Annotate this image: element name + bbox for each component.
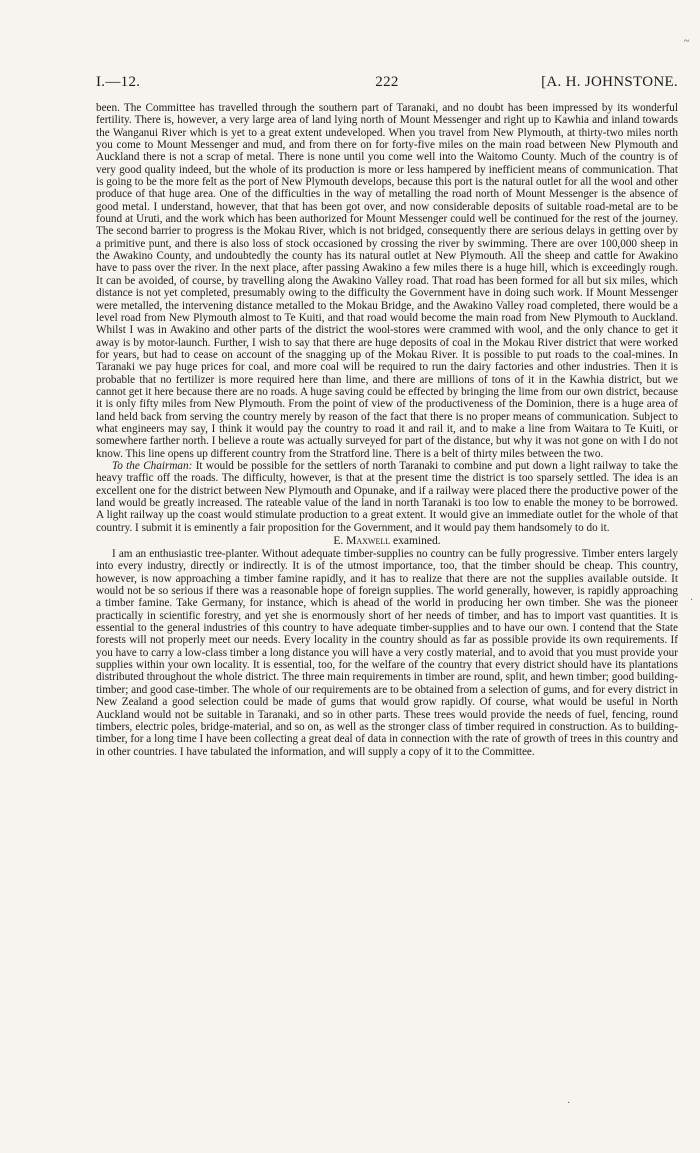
witness-status: examined. bbox=[393, 535, 441, 548]
edge-mark: · bbox=[567, 1098, 571, 1109]
witness-surname: Maxwell bbox=[346, 535, 391, 548]
edge-mark: · bbox=[690, 595, 694, 606]
chairman-answer: It would be possible for the settlers of north Taranaki to combine and put down a light railway to take the heavy traffic off the roads. The difficulty, however, is that at the present time the district is too sparsely settled. The idea is an excellent one for the district between New Plymouth and Opunake, and if a railway were placed there the productive power of the land would be greatly increased. The rateable value of the land in north Taranaki is too low to enable the money to be borrowed. A light railway up the coast would stimulate production to a great extent. It would give an immediate outlet for the whole of that country. I submit it is eminently a fair proposition for the Government, and it would pay them handsomely to do it. bbox=[96, 459, 678, 534]
witness-initial: E. bbox=[333, 535, 344, 548]
body-paragraph: been. The Committee has travelled through the southern part of Taranaki, and no doubt has been impressed by its wonderful fertility. There is, however, a very large area of land lying north of Mount Messenger and right up to Kawhia and inland towards the Wanganui River which is yet to a great extent undeveloped. When you travel from New Plymouth, at thirty-two miles north you come to Mount Messenger and mud, and from there on for forty-five miles on the main road between New Plymouth and Auckland there is not a scrap of metal. There is none until you come well into the Waitomo County. Much of the country is of very good quality indeed, but the whole of its production is more or less hampered by inefficient means of communication. That is going to be the more felt as the port of New Plymouth develops, because this port is the natural outlet for all the wool and other produce of that huge area. One of the difficulties in the way of metalling the road north of Mount Messenger is the absence of good metal. I understand, however, that that has been got over, and now considerable deposits of suitable road-metal are to be found at Uruti, and the work which has been authorized for Mount Messenger could well be continued for the rest of the journey. The second barrier to progress is the Mokau River, which is not bridged, consequently there are serious delays in getting over by a primitive punt, and there is also loss of stock occasioned by crossing the river by swimming. There are over 100,000 sheep in the Awakino County, and undoubtedly the county has its natural outlet at New Plymouth. All the sheep and cattle for Awakino have to pass over the river. In the next place, after passing Awakino a few miles there is a huge hill, which is exceedingly rough. It can be avoided, of course, by travelling along the Awakino Valley road. That road has been formed for all but six miles, which distance is not yet completed, presumably owing to the difficulty the Government have in doing such work. If Mount Messenger were metalled, the intervening distance metalled to the Mokau Bridge, and the Awakino Valley road completed, there would be a level road from New Plymouth almost to Te Kuiti, and that road would become the main road from New Plymouth to Auckland. Whilst I was in Awakino and other parts of the district the wool-stores were crammed with wool, and the only chance to get it away is by motor-launch. Further, I wish to say that there are huge deposits of coal in the Mokau River district that were worked for years, but had to cease on account of the snagging up of the Mokau River. It is possible to put roads to the coal-mines. In Taranaki we pay huge prices for coal, and more coal will be required to run the dairy factories and other industries. Then it is probable that no fertilizer is more required here than lime, and there are millions of tons of it in the Kawhia district, but we cannot get it here because there are no roads. A huge saving could be effected by bringing the lime from our own district, because it is only fifty miles from New Plymouth. From the point of view of the productiveness of the Dominion, there is a huge area of land held back from serving the country merely by reason of the fact that there is no proper means of communication. Subject to what engineers may say, I think it would pay the country to road it and rail it, and to make a line from Waitara to Te Kuiti, or somewhere farther north. I believe a route was actually surveyed for part of the distance, but why it was not gone on with I do not know. This line opens up different country from the Stratford line. There is a belt of thirty miles between the two. bbox=[96, 102, 678, 460]
paper-reference: I.—12. bbox=[96, 74, 141, 90]
page-number: 222 bbox=[375, 74, 399, 90]
witness-header: [A. H. JOHNSTONE. bbox=[541, 74, 678, 90]
edge-mark: ~ bbox=[684, 36, 690, 47]
chairman-paragraph bbox=[96, 460, 678, 534]
running-header bbox=[96, 74, 678, 96]
witness-heading bbox=[96, 534, 678, 548]
document-body bbox=[96, 102, 678, 758]
maxwell-paragraph: I am an enthusiastic tree-planter. Without adequate timber-supplies no country can be fully progressive. Timber enters largely into every industry, directly or indirectly. It is of the utmost importance, too, that the timber should be cheap. This country, however, is now approaching a timber famine rapidly, and it has to realize that there are not the supplies available outside. It would not be so serious if there was a reasonable hope of foreign supplies. The world generally, however, is rapidly approaching a timber famine. Take Germany, for instance, which is ahead of the world in producing her own timber. She was the pioneer practically in scientific forestry, and yet she is enormously short of her needs of timber, and has to import vast quantities. It is essential to the general industries of this country to have adequate timber-supplies and to have our own. I contend that the State forests will not properly meet our needs. Every locality in the country should as far as possible provide its own requirements. If you have to carry a low-class timber a long distance you will have a very costly material, and to avoid that you must provide your supplies within your own locality. It is essential, too, for the welfare of the country that every district should have its plantations distributed throughout the whole district. The three main requirements in timber are round, split, and hewn timber; good building-timber; and good case-timber. The whole of our requirements are to be obtained from a selection of gums, and for every district in New Zealand a good selection could be made of gums that would grow rapidly. Of course, what would be useful in North Auckland would not be suitable in Taranaki, and so in other parts. These trees would provide the needs of fuel, fencing, round timbers, electric poles, bridge-material, and so on, as well as the stronger class of timber required in construction. As to building-timber, for a long time I have been collecting a great deal of data in connection with the rate of growth of trees in this country and in other countries. I have tabulated the information, and will supply a copy of it to the Committee. bbox=[96, 548, 678, 758]
chairman-label: To the Chairman: bbox=[112, 459, 193, 472]
